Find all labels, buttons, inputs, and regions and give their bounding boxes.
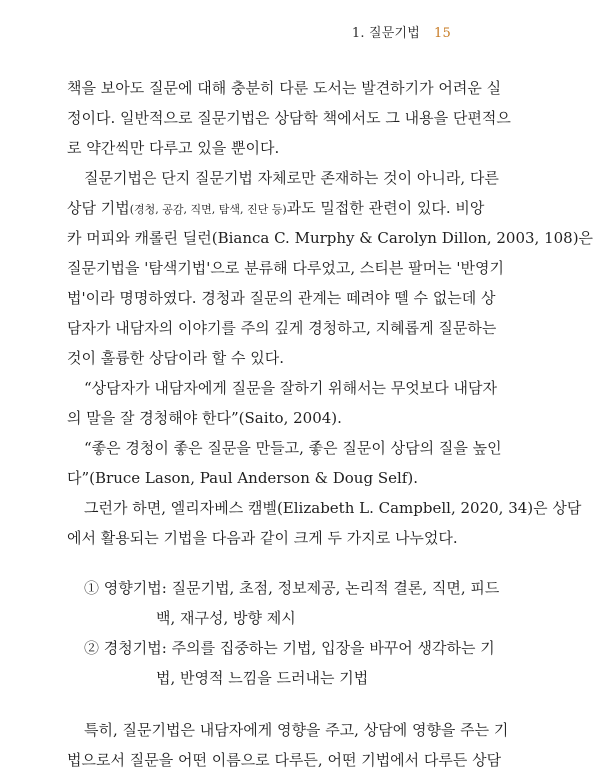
p2-line-2 xyxy=(67,198,484,220)
list-item-1-line-2: 백, 재구성, 방향 제시 xyxy=(156,609,296,627)
p1-line-3: 로 약간씩만 다루고 있을 뿐이다. xyxy=(67,139,280,157)
list-item-1-line-1 xyxy=(84,578,499,598)
page-number: 15 xyxy=(434,26,451,41)
p2-line-2-start: 상담 기법 xyxy=(67,199,130,217)
p3-line-2: 의 말을 잘 경청해야 한다”(Saito, 2004). xyxy=(67,409,342,427)
p4-line-2: 다”(Bruce Lason, Paul Anderson & Doug Self). xyxy=(67,469,418,487)
p2-line-2-parenthetical: (경청, 공감, 직면, 탐색, 진단 등) xyxy=(129,203,287,216)
p1-line-1: 책을 보아도 질문에 대해 충분히 다룬 도서는 발견하기가 어려운 실 xyxy=(67,79,502,97)
running-header xyxy=(352,22,451,41)
p2-line-3: 카 머피와 캐롤린 딜런(Bianca C. Murphy & Carolyn Dillon, 2003, 108)은 xyxy=(67,229,593,247)
list-item-2-line-2: 법, 반영적 느낌을 드러내는 기법 xyxy=(156,669,369,687)
p2-line-4: 질문기법을 '탐색기법'으로 분류해 다루었고, 스티븐 팔머는 '반영기 xyxy=(67,259,504,277)
p2-line-6: 담자가 내담자의 이야기를 주의 깊게 경청하고, 지혜롭게 질문하는 xyxy=(67,319,497,337)
list-item-2-label: 경청기법: xyxy=(103,639,167,657)
p3-line-1: “상담자가 내담자에게 질문을 잘하기 위해서는 무엇보다 내담자 xyxy=(84,379,498,397)
list-item-1-label: 영향기법: xyxy=(103,579,167,597)
p6-line-2: 법으로서 질문을 어떤 이름으로 다루든, 어떤 기법에서 다루든 상담 xyxy=(67,751,502,769)
p5-line-1: 그런가 하면, 엘리자베스 캠벨(Elizabeth L. Campbell, 2020, 34)은 상담 xyxy=(84,499,582,517)
list-item-2-line-1 xyxy=(84,638,495,658)
p2-line-1: 질문기법은 단지 질문기법 자체로만 존재하는 것이 아니라, 다른 xyxy=(84,169,499,187)
p2-line-2-end: 과도 밀접한 관련이 있다. 비앙 xyxy=(286,199,485,217)
chapter-title: 1. 질문기법 xyxy=(351,26,421,41)
p5-line-2: 에서 활용되는 기법을 다음과 같이 크게 두 가지로 나누었다. xyxy=(67,529,458,547)
list-item-1-marker: ① xyxy=(84,579,100,597)
p2-line-5: 법'이라 명명하였다. 경청과 질문의 관계는 떼려야 뗄 수 없는데 상 xyxy=(67,289,496,307)
p2-line-7: 것이 훌륭한 상담이라 할 수 있다. xyxy=(67,349,284,367)
list-item-1-text: 질문기법, 초점, 정보제공, 논리적 결론, 직면, 피드 xyxy=(171,579,500,597)
p6-line-1: 특히, 질문기법은 내담자에게 영향을 주고, 상담에 영향을 주는 기 xyxy=(84,721,509,739)
p4-line-1: “좋은 경청이 좋은 질문을 만들고, 좋은 질문이 상담의 질을 높인 xyxy=(84,439,502,457)
p1-line-2: 정이다. 일반적으로 질문기법은 상담학 책에서도 그 내용을 단편적으 xyxy=(67,109,511,127)
list-item-2-marker: ② xyxy=(84,639,100,657)
list-item-2-text: 주의를 집중하는 기법, 입장을 바꾸어 생각하는 기 xyxy=(171,639,495,657)
